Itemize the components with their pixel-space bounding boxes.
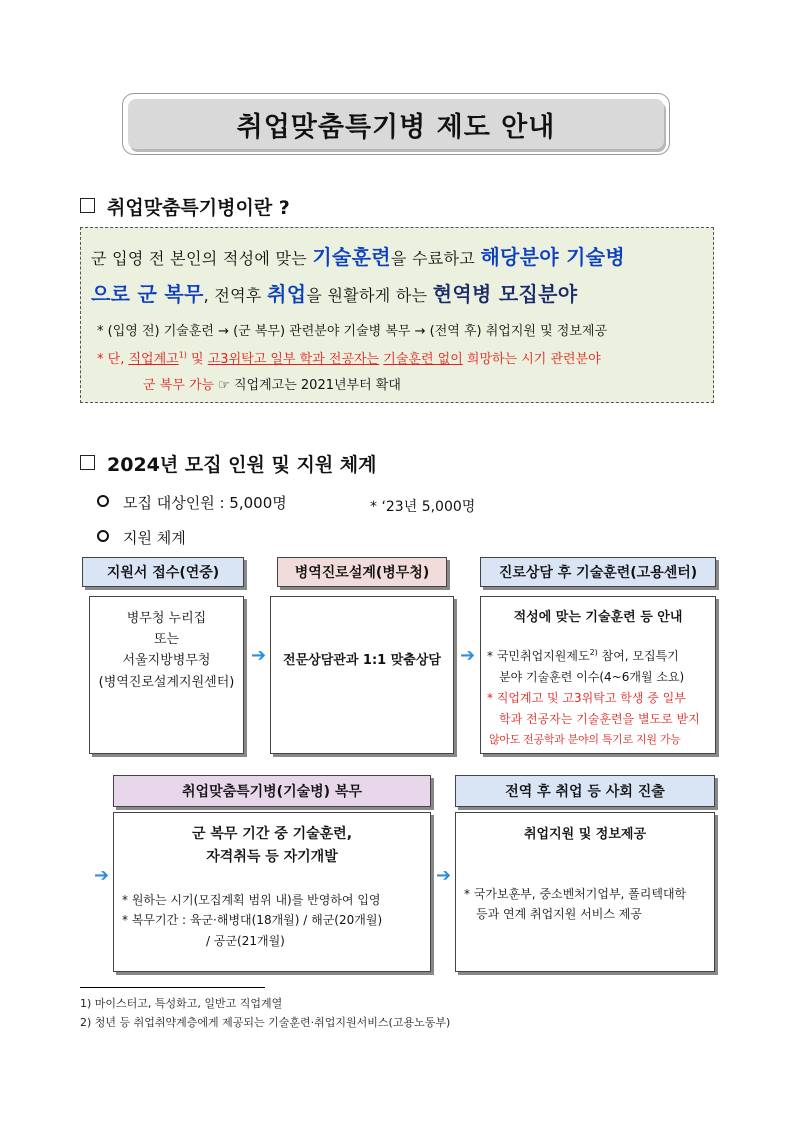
step-body-career-design: 전문상담관과 1:1 맞춤상담 <box>270 596 454 754</box>
checkbox-square-icon <box>80 455 95 470</box>
footnote-1: 1) 마이스터고, 특성화고, 일반고 직업계열 <box>80 997 283 1010</box>
checkbox-square-icon <box>80 198 95 213</box>
step-body-service: 군 복무 기간 중 기술훈련, 자격취득 등 자기개발 * 원하는 시기(모집계획 범위 내)를 반영하여 입영 * 복무기간 : 육군·해병대(18개월) / 해군(20개월) / 공군(21개월) <box>113 812 431 972</box>
circle-bullet-icon <box>97 530 109 542</box>
exception-note: * 단, 직업계고$^{1)}$ 및 고3위탁고 일부 학과 전공자는 기술훈련 없이 희망하는 시기 관련분야 <box>97 350 601 367</box>
circle-bullet-icon <box>97 495 109 507</box>
section-heading-definition: 취업맞춤특기병이란 ? <box>80 193 290 220</box>
step-header-career-design: 병역진로설계(병무청) <box>277 557 447 587</box>
exception-note-line-2: 군 복무 가능 ☞ 직업계고는 2021년부터 확대 <box>143 378 401 393</box>
flow-arrow-icon: ➔ <box>460 645 476 666</box>
footnote-2: 2) 청년 등 취업취약계층에게 제공되는 기술훈련·취업지원서비스(고용노동부) <box>80 1016 451 1029</box>
flow-arrow-icon: ➔ <box>251 645 267 666</box>
section-heading-recruitment: 2024년 모집 인원 및 지원 체계 <box>80 450 377 477</box>
definition-line-1: 군 입영 전 본인의 적성에 맞는 기술훈련을 수료하고 해당분야 기술병 <box>91 245 626 269</box>
flow-arrow-icon: ➔ <box>94 865 110 886</box>
definition-line-2: 으로 군 복무, 전역후 취업을 원활하게 하는 현역병 모집분야 <box>91 282 578 306</box>
flow-arrow-icon: ➔ <box>436 865 452 886</box>
step-header-counseling: 진로상담 후 기술훈련(고용센터) <box>480 557 716 587</box>
bullet-recruit-count: 모집 대상인원 : 5,000명 <box>97 492 287 513</box>
bullet-support-system: 지원 체계 <box>97 527 186 548</box>
step-header-application: 지원서 접수(연중) <box>82 557 244 587</box>
previous-year-note: * ‘23년 5,000명 <box>370 499 476 515</box>
step-header-service: 취업맞춤특기병(기술병) 복무 <box>113 775 431 807</box>
footnote-divider <box>80 987 265 988</box>
step-body-counseling: 적성에 맞는 기술훈련 등 안내 * 국민취업지원제도$^{2)}$ 참여, 모집특기 분야 기술훈련 이수(4~6개월 소요) * 직업계고 및 고3위탁고 학생 중 일부 학과 전공자는 기술훈련을 별도로 받지 않아도 전공학과 분야의 특기로 지원 가능 <box>480 596 716 754</box>
step-body-discharge: 취업지원 및 정보제공 * 국가보훈부, 중소벤처기업부, 폴리텍대학 등과 연계 취업지원 서비스 제공 <box>455 812 715 972</box>
definition-box <box>80 227 714 403</box>
page-title: 취업맞춤특기병 제도 안내 <box>128 99 664 149</box>
process-note: * (입영 전) 기술훈련 → (군 복무) 관련분야 기술병 복무 → (전역 후) 취업지원 및 정보제공 <box>97 324 607 339</box>
step-header-discharge: 전역 후 취업 등 사회 진출 <box>455 775 715 807</box>
step-body-application: 병무청 누리집 또는 서울지방병무청 (병역진로설계지원센터) <box>89 596 244 754</box>
title-banner <box>122 93 670 155</box>
